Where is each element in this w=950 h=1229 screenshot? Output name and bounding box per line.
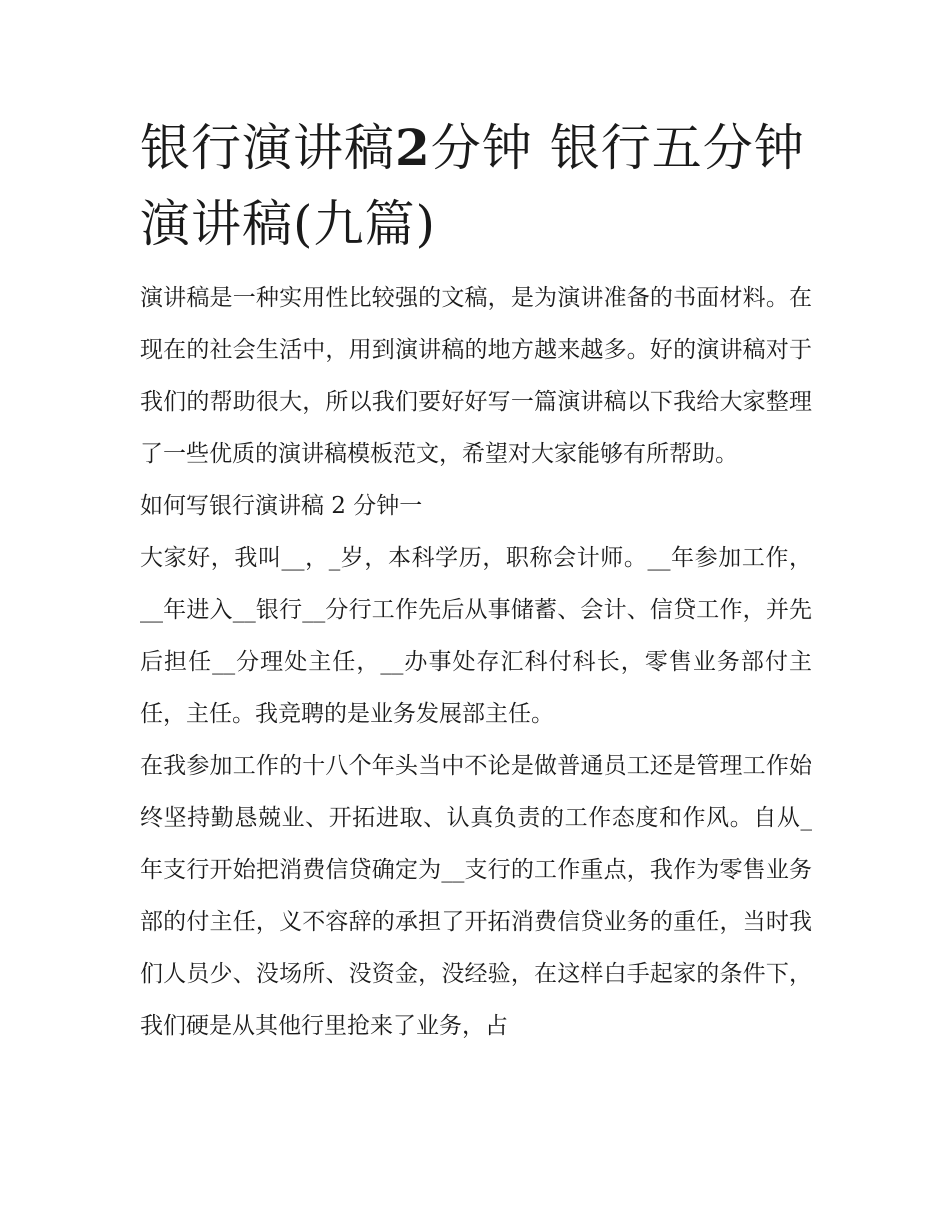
document-title [140, 110, 812, 262]
section-heading: 如何写银行演讲稿 2 分钟一 [140, 493, 423, 519]
title-text-part2: 分钟 银行五分钟演讲稿(九篇) [140, 119, 805, 253]
body-paragraph-2: 在我参加工作的十八个年头当中不论是做普通员工还是管理工作始终坚持勤恳兢业、开拓进取、认真负责的工作态度和作风。自从_年支行开始把消费信贷确定为__支行的工作重点，我作为零售业务部的付主任，义不容辞的承担了开拓消费信贷业务的重任，当时我们人员少、没场所、没资金，没经验，在这样白手起家的条件下，我们硬是从其他行里抢来了业务，占 [140, 753, 812, 1039]
title-number: 2 [395, 118, 431, 177]
document-page [140, 110, 812, 1052]
body-paragraph-1: 大家好，我叫__，_岁，本科学历，职称会计师。__年参加工作，__年进入__银行__分行工作先后从事储蓄、会计、信贷工作，并先后担任__分理处主任，__办事处存汇科付科长，零售业务部付主任，主任。我竞聘的是业务发展部主任。 [140, 545, 812, 727]
title-text-part1: 银行演讲稿 [140, 119, 395, 177]
intro-paragraph: 演讲稿是一种实用性比较强的文稿，是为演讲准备的书面材料。在现在的社会生活中，用到演讲稿的地方越来越多。好的演讲稿对于我们的帮助很大，所以我们要好好写一篇演讲稿以下我给大家整理了一些优质的演讲稿模板范文，希望对大家能够有所帮助。 [140, 285, 812, 467]
